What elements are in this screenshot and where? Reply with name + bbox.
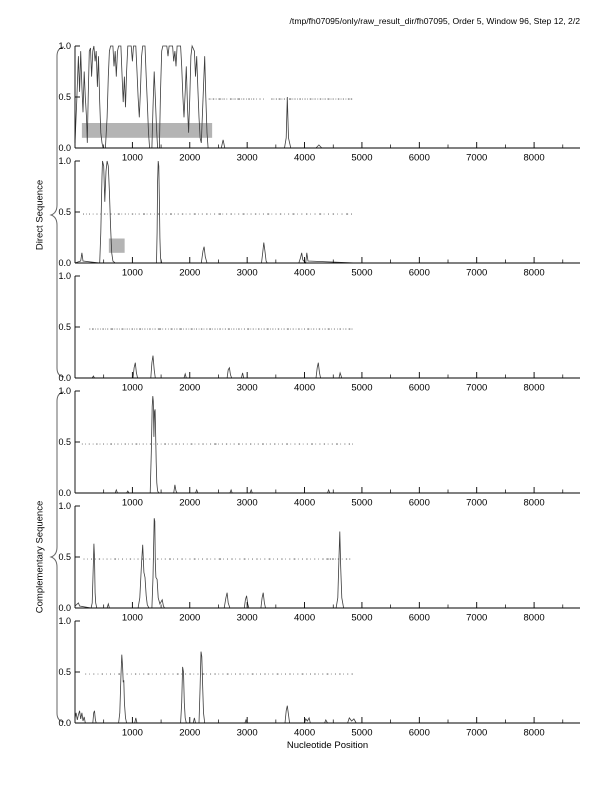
y-tick-label: 0.0 <box>58 488 71 499</box>
x-tick-label: 5000 <box>351 152 373 164</box>
probability-curve <box>75 356 356 378</box>
x-tick-label: 6000 <box>408 382 430 394</box>
x-tick-label: 8000 <box>523 382 545 394</box>
panel-direct-frame-3 <box>0 271 612 397</box>
x-tick-label: 1000 <box>121 267 143 279</box>
group-label-direct-sequence: Direct Sequence <box>34 179 46 251</box>
group-label-complementary-sequence: Complementary Sequence <box>34 500 46 614</box>
x-tick-label: 2000 <box>179 267 201 279</box>
panel-axes <box>58 501 580 623</box>
y-tick-label: 1.0 <box>58 41 71 52</box>
panel-direct-frame-2 <box>0 156 612 282</box>
x-tick-label: 5000 <box>351 612 373 624</box>
x-tick-label: 3000 <box>236 727 258 739</box>
y-tick-label: 0.5 <box>58 207 71 218</box>
panel-complementary-frame-3 <box>0 616 612 739</box>
x-tick-label: 4000 <box>293 727 316 739</box>
x-tick-label: 8000 <box>523 727 545 739</box>
x-tick-label: 7000 <box>466 497 488 509</box>
x-tick-label: 7000 <box>466 267 488 279</box>
x-tick-label: 6000 <box>408 497 430 509</box>
panel-direct-frame-1 <box>0 41 612 167</box>
x-tick-label: 7000 <box>466 727 488 739</box>
y-tick-label: 0.5 <box>58 667 71 678</box>
x-tick-label: 6000 <box>408 152 430 164</box>
x-tick-label: 4000 <box>293 152 316 164</box>
x-tick-label: 4000 <box>293 382 316 394</box>
x-tick-label: 1000 <box>121 152 143 164</box>
x-tick-label: 6000 <box>408 267 430 279</box>
x-tick-label: 8000 <box>523 152 545 164</box>
x-tick-label: 1000 <box>121 612 143 624</box>
x-tick-label: 2000 <box>179 497 201 509</box>
x-tick-label: 1000 <box>121 382 143 394</box>
x-tick-label: 5000 <box>351 727 373 739</box>
y-tick-label: 0.5 <box>58 322 71 333</box>
x-tick-label: 5000 <box>351 497 373 509</box>
x-tick-label: 3000 <box>236 152 258 164</box>
y-tick-label: 0.5 <box>58 92 71 103</box>
x-tick-label: 4000 <box>293 267 316 279</box>
probability-curve <box>75 518 356 608</box>
x-tick-label: 8000 <box>523 267 545 279</box>
probability-curve <box>75 652 356 723</box>
x-tick-label: 3000 <box>236 612 258 624</box>
x-tick-label: 2000 <box>179 152 201 164</box>
y-tick-label: 1.0 <box>58 501 71 512</box>
panel-axes <box>58 156 580 278</box>
y-tick-label: 0.5 <box>58 552 71 563</box>
y-tick-label: 1.0 <box>58 386 71 397</box>
x-tick-label: 8000 <box>523 497 545 509</box>
x-tick-label: 5000 <box>351 382 373 394</box>
x-tick-label: 3000 <box>236 267 258 279</box>
y-tick-label: 1.0 <box>58 271 71 282</box>
panel-complementary-frame-2 <box>0 501 612 627</box>
x-tick-label: 1000 <box>121 727 143 739</box>
y-tick-label: 0.0 <box>58 718 71 729</box>
x-axis-label: Nucleotide Position <box>286 740 369 751</box>
x-tick-label: 7000 <box>466 382 488 394</box>
x-tick-label: 3000 <box>236 382 258 394</box>
y-tick-label: 0.0 <box>58 258 71 269</box>
x-tick-label: 8000 <box>523 612 545 624</box>
x-tick-label: 7000 <box>466 152 488 164</box>
y-tick-label: 0.5 <box>58 437 71 448</box>
x-tick-label: 6000 <box>408 727 430 739</box>
x-tick-label: 5000 <box>351 267 373 279</box>
x-tick-label: 2000 <box>179 382 201 394</box>
x-tick-label: 2000 <box>179 612 201 624</box>
y-tick-label: 0.0 <box>58 373 71 384</box>
y-tick-label: 0.0 <box>58 143 71 154</box>
y-tick-label: 0.0 <box>58 603 71 614</box>
y-tick-label: 1.0 <box>58 616 71 627</box>
plot-title: /tmp/fh07095/only/raw_result_dir/fh07095, Order 5, Window 96, Step 12, 2/2 <box>289 16 580 26</box>
y-tick-label: 1.0 <box>58 156 71 167</box>
x-tick-label: 4000 <box>293 497 316 509</box>
panel-complementary-frame-1 <box>0 386 612 512</box>
x-tick-label: 6000 <box>408 612 430 624</box>
panel-axes <box>58 386 580 508</box>
x-tick-label: 7000 <box>466 612 488 624</box>
x-tick-label: 3000 <box>236 497 258 509</box>
x-tick-label: 2000 <box>179 727 201 739</box>
x-tick-label: 4000 <box>293 612 316 624</box>
x-tick-label: 1000 <box>121 497 143 509</box>
